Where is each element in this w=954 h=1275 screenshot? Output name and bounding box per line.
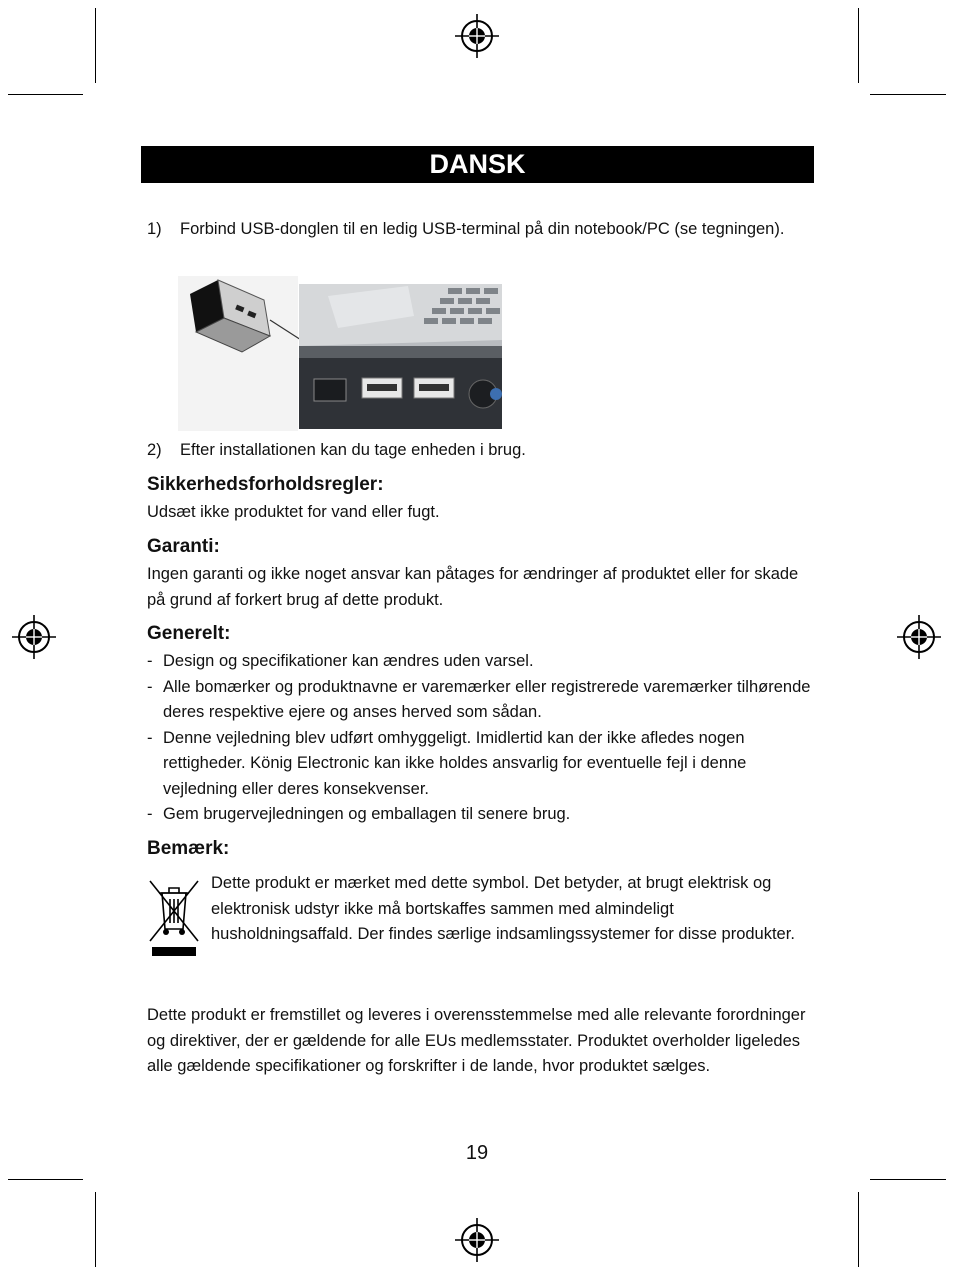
crop-mark	[95, 8, 96, 83]
bullet-dash: -	[147, 677, 153, 696]
safety-heading: Sikkerhedsforholdsregler:	[147, 474, 384, 495]
registration-mark-icon	[12, 615, 56, 659]
usb-dongle-illustration	[178, 276, 508, 431]
crop-mark	[870, 1179, 946, 1180]
crop-mark	[858, 8, 859, 83]
registration-mark-icon	[897, 615, 941, 659]
crossed-out-wheelie-bin-icon	[146, 877, 202, 959]
list-item-text: Gem brugervejledningen og emballagen til senere brug.	[163, 805, 571, 823]
step-item	[147, 217, 807, 243]
list-item	[147, 675, 815, 726]
weee-text: Dette produkt er mærket med dette symbol. Det betyder, at brugt elektrisk og elektronisk udstyr ikke må bortskaffes sammen med almindeligt husholdningsaffald. Der findes særlige indsamlingssystemer for disse produkter.	[211, 874, 795, 943]
general-list	[147, 649, 815, 828]
warranty-text: Ingen garanti og ikke noget ansvar kan påtages for ændringer af produktet eller for skade på grund af forkert brug af dette produkt.	[147, 565, 799, 609]
registration-mark-icon	[455, 14, 499, 58]
registration-mark-icon	[455, 1218, 499, 1262]
general-heading: Generelt:	[147, 623, 231, 644]
list-item-text: Denne vejledning blev udført omhyggeligt. Imidlertid kan der ikke afledes nogen rettigheder. König Electronic kan ikke holdes ansvarlig for eventuelle fejl i denne vejledning eller deres konsekvenser.	[163, 728, 747, 798]
bullet-dash: -	[147, 652, 153, 670]
list-item	[147, 726, 815, 803]
warranty-heading: Garanti:	[147, 536, 220, 557]
section-title: DANSK	[141, 146, 814, 183]
list-item-text: Design og specifikationer kan ændres uden varsel.	[163, 652, 534, 670]
step-text: Forbind USB-donglen til en ledig USB-terminal på din notebook/PC (se tegningen).	[180, 220, 785, 238]
step-text: Efter installationen kan du tage enheden i brug.	[180, 441, 526, 459]
list-item	[147, 802, 815, 828]
bullet-dash: -	[147, 728, 153, 747]
crop-mark	[870, 94, 946, 95]
page-number: 19	[465, 1142, 489, 1164]
crop-mark	[8, 94, 83, 95]
list-item-text: Alle bomærker og produktnavne er varemærker eller registrerede varemærker tilhørende deres respektive ejere og anses herved som sådan.	[163, 677, 811, 721]
crop-mark	[8, 1179, 83, 1180]
list-item	[147, 649, 815, 675]
step-item	[147, 438, 807, 464]
safety-text: Udsæt ikke produktet for vand eller fugt.	[147, 503, 440, 521]
crop-mark	[858, 1192, 859, 1267]
note-heading: Bemærk:	[147, 838, 230, 859]
compliance-text: Dette produkt er fremstillet og leveres i overensstemmelse med alle relevante forordninger og direktiver, der er gældende for alle EUs medlemsstater. Produktet overholder ligeledes alle gældende specifikationer og forskrifter i de lande, hvor produktet sælges.	[147, 1006, 806, 1075]
bullet-dash: -	[147, 805, 153, 823]
step-number: 2)	[147, 441, 162, 459]
crop-mark	[95, 1192, 96, 1267]
step-number: 1)	[147, 220, 162, 238]
